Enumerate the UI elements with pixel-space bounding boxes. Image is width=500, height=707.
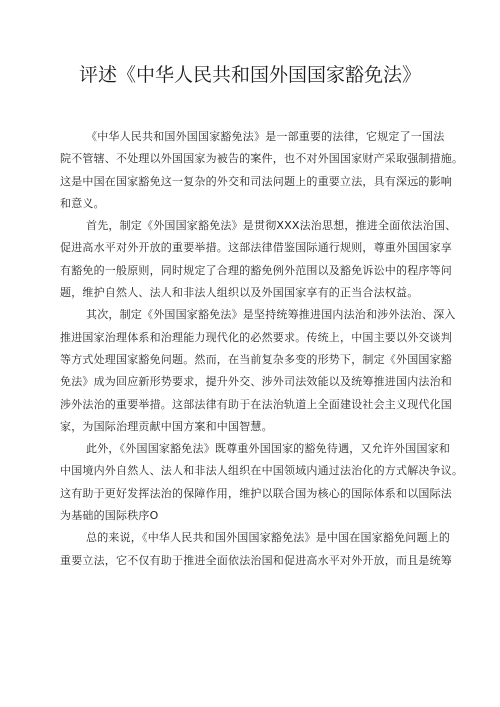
text-line: 这有助于更好发挥法治的保障作用，维护以联合国为核心的国际体系和以国际法 xyxy=(60,486,452,500)
paragraph-conclusion xyxy=(60,527,452,572)
paragraph-third xyxy=(60,438,464,527)
paragraph-second xyxy=(60,304,456,438)
text-line: 等方式处理国家豁免问题。然而，在当前复杂多变的形势下，制定《外国国家豁 xyxy=(60,352,452,366)
text-line: 推进国家治理体系和治理能力现代化的必然要求。传统上，中国主要以外交谈判 xyxy=(60,330,452,344)
text-line: 重要立法，它不仅有助于推进全面依法治国和促进高水平对外开放，而且是统筹 xyxy=(60,553,452,567)
document-body xyxy=(60,126,464,572)
text-line: 此外，《外国国家豁免法》既尊重外国国家的豁免待遇，又允许外国国家和 xyxy=(86,442,451,456)
text-line: 有豁免的一般原则，同时规定了合理的豁免例外范围以及豁免诉讼中的程序等问 xyxy=(60,263,452,277)
text-line: 家，为国际治理贡献中国方案和中国智慧。 xyxy=(60,419,273,433)
text-line: 《中华人民共和国外国国家豁免法》是一部重要的法律，它规定了一国法 xyxy=(86,130,445,143)
text-line: 其次，制定《外国国家豁免法》是坚持统筹推进国内法治和涉外法治、深入 xyxy=(86,308,456,322)
text-line: 和意义。 xyxy=(60,196,105,210)
text-line: 总的来说，《中华人民共和国外国国家豁免法》是中国在国家豁免问题上的 xyxy=(86,531,451,545)
text-line: 为基础的国际秩序O xyxy=(60,509,159,523)
text-line: 这是中国在国家豁免这一复杂的外交和司法问题上的重要立法，具有深远的影响 xyxy=(60,174,452,188)
text-line: 涉外法治的重要举措。这部法律有助于在法治轨道上全面建设社会主义现代化国 xyxy=(60,397,452,411)
paragraph-first xyxy=(60,215,457,304)
text-line: 首先，制定《外国国家豁免法》是贯彻XXX法治思想，推进全面依法治国、 xyxy=(86,219,457,233)
paragraph-intro xyxy=(60,126,464,215)
text-line: 免法》成为回应新形势要求，提升外交、涉外司法效能以及统筹推进国内法治和 xyxy=(60,375,452,389)
document-title: 评述《中华人民共和国外国国家豁免法》 xyxy=(78,64,421,86)
text-line: 中国境内外自然人、法人和非法人组织在中国领域内通过法治化的方式解决争议。 xyxy=(60,464,464,478)
text-line: 院不管辖、不处理以外国国家为被告的案件，也不对外国国家财产采取强制措施。 xyxy=(60,152,464,166)
text-line: 题，维护自然人、法人和非法人组织以及外国国家享有的正当合法权益。 xyxy=(60,286,419,300)
text-line: 促进高水平对外开放的重要举措。这部法律借鉴国际通行规则，尊重外国国家享 xyxy=(60,241,452,255)
